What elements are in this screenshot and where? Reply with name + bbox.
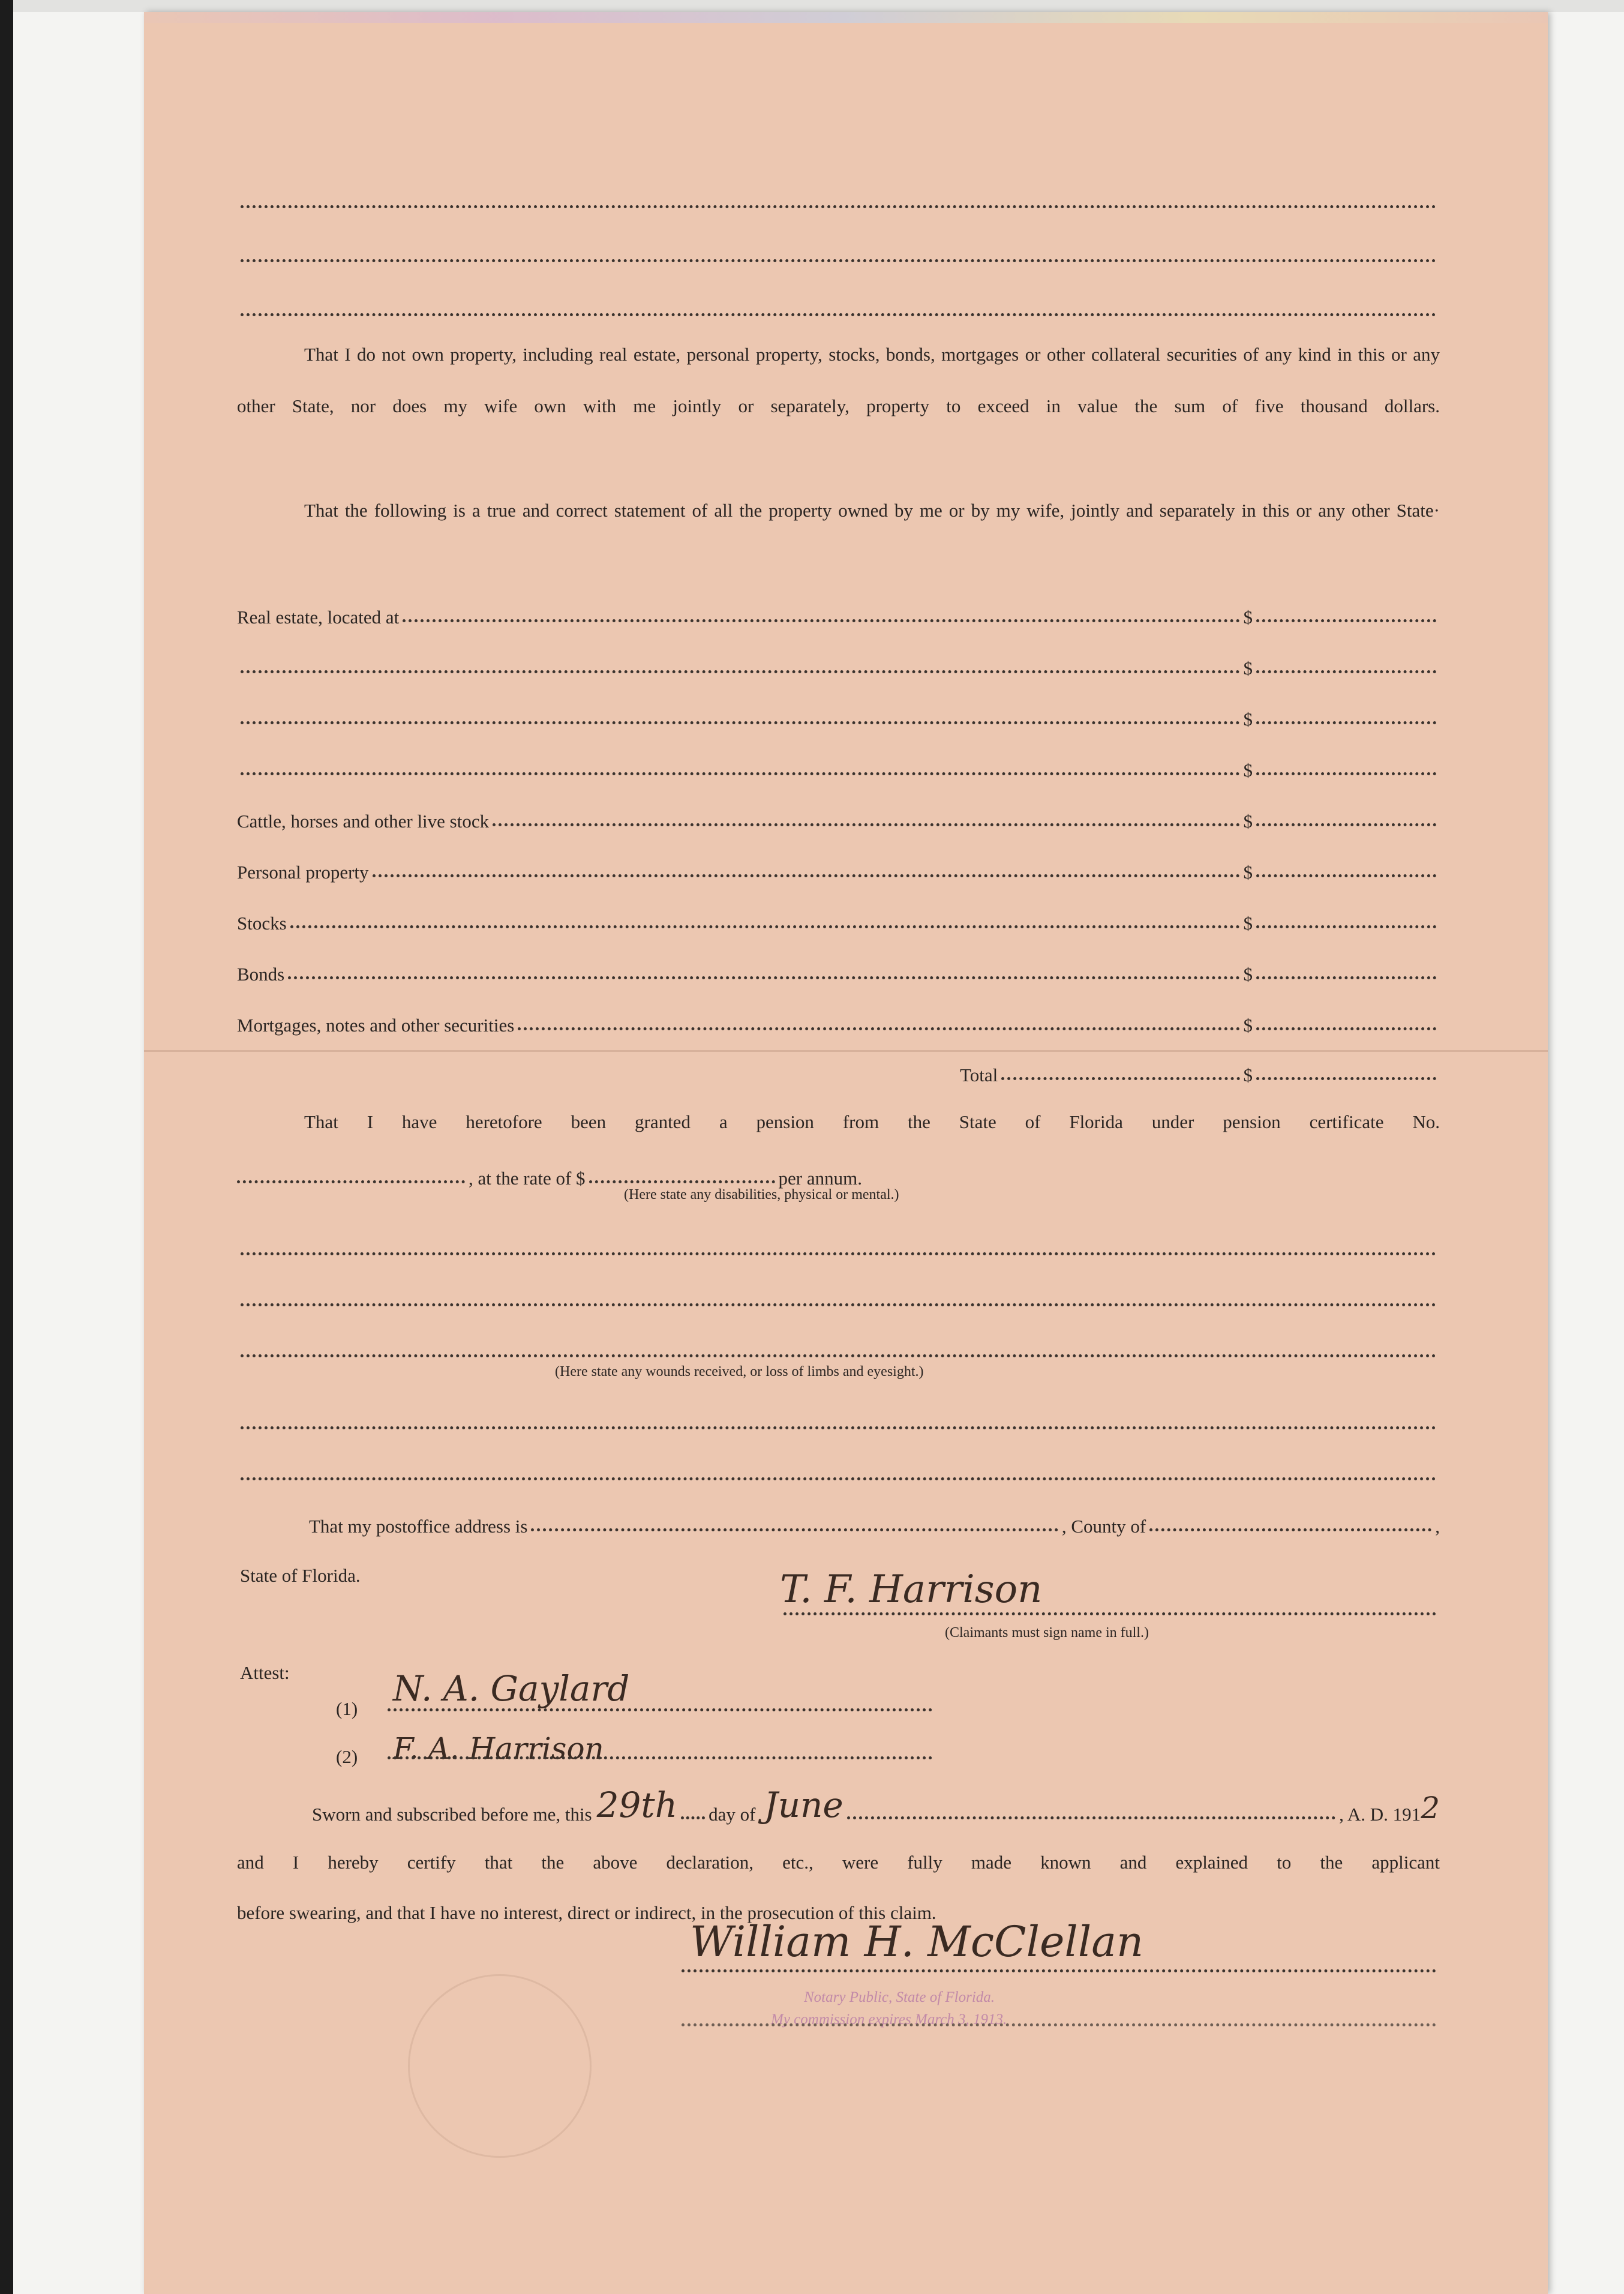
currency-symbol: $ [1243,862,1253,883]
scanner-edge [0,0,13,2294]
sworn-year-label: , A. D. 191 [1339,1804,1421,1825]
total-row [960,1055,1440,1086]
currency-symbol: $ [1243,1064,1253,1085]
property-row-blank [237,648,1440,679]
certify-text-2: before swearing, and that I have no interest, direct or indirect, in the prosecution of this claim. [237,1902,936,1923]
wounds-caption: (Here state any wounds received, or loss of limbs and eyesight.) [555,1364,924,1380]
certify-text-1: and I hereby certify that the above declaration, etc., were fully made known and explained to the applicant [237,1852,1440,1873]
property-row-blank [237,750,1440,781]
witness-1-signature: N. A. Gaylard [393,1668,630,1709]
statement-text: That the following is a true and correct statement of all the property owned by me or by my wife, jointly and separately in this or any other State· [304,500,1440,521]
blank-line [237,1404,1440,1435]
sworn-label: Sworn and subscribed before me, this [312,1804,592,1825]
sworn-day: 29th [596,1785,678,1825]
embossed-seal [408,1974,592,2158]
currency-symbol: $ [1243,964,1253,985]
scan-artifact [144,12,1548,23]
notary-signature-line [678,1947,1440,1978]
pension-line [237,1098,1440,1146]
witness-2-line [384,1734,936,1765]
paper-fold [144,1050,1548,1052]
currency-symbol: $ [1243,760,1253,781]
property-label: Real estate, located at [237,607,400,628]
witness-1-number: (1) [336,1698,358,1719]
property-row-livestock [237,801,1440,832]
currency-symbol: $ [1243,1015,1253,1036]
blank-line [237,1230,1440,1261]
attest-label: Attest: [240,1662,290,1683]
property-row-real-estate [237,597,1440,628]
currency-symbol: $ [1243,607,1253,628]
postoffice-row: That my postoffice address is , County of , [309,1516,1440,1537]
property-label: Personal property [237,862,369,883]
notary-title-line [678,2001,1440,2032]
ownership-paragraph [237,329,1440,432]
blank-line [237,1332,1440,1363]
blank-line [237,183,1440,214]
property-row-personal [237,852,1440,883]
certify-line-1 [237,1837,1440,1888]
total-label: Total [960,1064,998,1085]
pension-rate-suffix: per annum. [778,1168,862,1189]
pension-rate-label: , at the rate of $ [469,1168,586,1189]
blank-line [237,237,1440,268]
property-row-mortgages [237,1005,1440,1036]
state-label: State of Florida. [240,1565,361,1586]
notary-stamp-line-1: Notary Public, State of Florida. [804,1989,995,2005]
property-label: Bonds [237,964,285,985]
sworn-month: June [764,1785,843,1825]
currency-symbol: $ [1243,658,1253,679]
witness-2-signature: F. A. Harrison [393,1731,604,1766]
witness-2-number: (2) [336,1746,358,1767]
notary-stamp-line-2: My commission expires March 3, 1913. [771,2011,1007,2028]
blank-line [237,291,1440,322]
currency-symbol: $ [1243,811,1253,832]
claimant-signature: T. F. Harrison [780,1567,1043,1612]
currency-symbol: $ [1243,709,1253,730]
sworn-row [237,1785,1440,1825]
claimant-caption: (Claimants must sign name in full.) [945,1625,1149,1641]
blank-line [237,1455,1440,1486]
property-row-stocks [237,903,1440,934]
sworn-day-of: day of [709,1804,756,1825]
claimant-signature-line [780,1590,1440,1621]
ownership-text: That I do not own property, including real estate, personal property, stocks, bonds, mortgages or other collateral securities of any kind in this or any other State, nor does my wife own with me jointly or separately, property to exceed in value the sum of five thousand dollars. [237,344,1440,416]
currency-symbol: $ [1243,913,1253,934]
disabilities-caption: (Here state any disabilities, physical or mental.) [624,1187,899,1203]
pension-text: That I have heretofore been granted a pension from the State of Florida under pension certificate No. [304,1111,1440,1132]
property-label: Mortgages, notes and other securities [237,1015,515,1036]
postoffice-label: That my postoffice address is [309,1516,528,1537]
witness-1-line [384,1686,936,1717]
sworn-year: 2 [1421,1791,1440,1825]
statement-paragraph [237,485,1440,536]
property-label: Stocks [237,913,287,934]
county-label: , County of [1061,1516,1146,1537]
notary-signature: William H. McClellan [690,1917,1144,1966]
pension-rate-row [237,1158,957,1189]
scanner-top-edge [13,0,1624,12]
property-row-blank [237,699,1440,730]
property-row-bonds [237,954,1440,985]
property-label: Cattle, horses and other live stock [237,811,490,832]
blank-line [237,1281,1440,1312]
